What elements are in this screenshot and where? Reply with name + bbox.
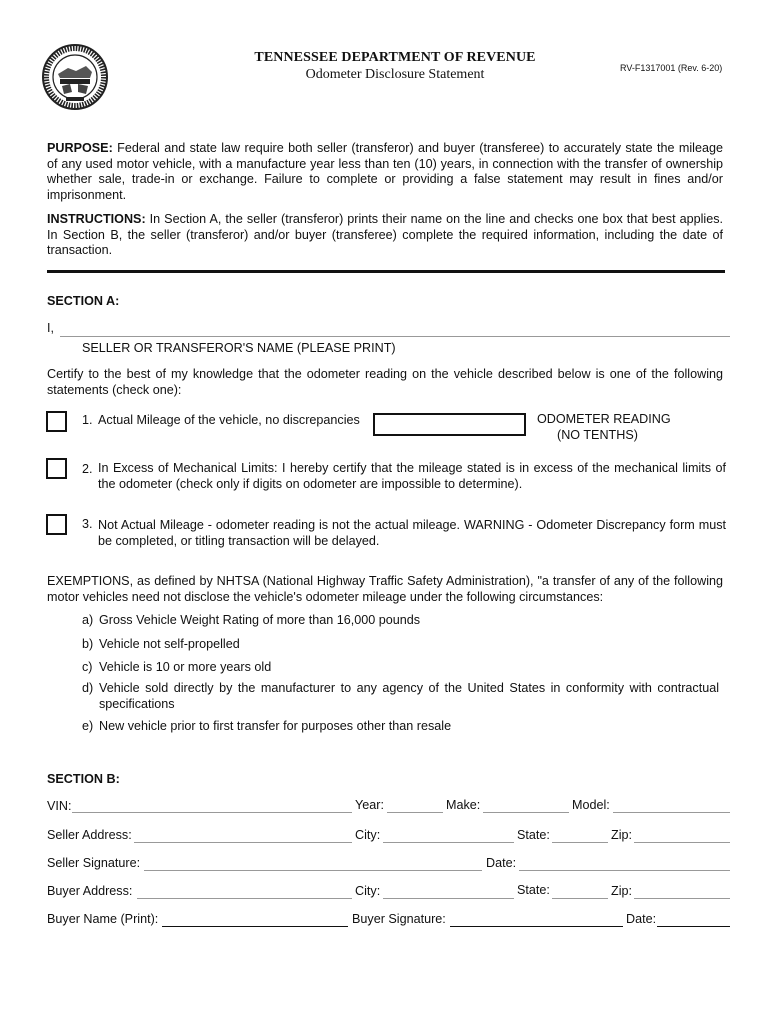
seller-date-label: Date: xyxy=(486,856,517,870)
section-a-heading: SECTION A: xyxy=(47,294,120,308)
buyer-state-label: State: xyxy=(517,883,550,897)
purpose-text: Federal and state law require both seller (transferor) and buyer (transferee) to accurately state the mileage of any used motor vehicle, with a manufacture year less than ten (10) years, in connection with the transfer of ownership whether sale, trade-in or exchange. Failure to complete or providing a false statement may result in fines and/or imprisonment. xyxy=(47,141,723,202)
instructions-paragraph xyxy=(47,212,723,259)
option-2-text: In Excess of Mechanical Limits: I hereby certify that the mileage stated is in excess of the mechanical limits of the odometer (check only if digits on odometer are impossible to determine). xyxy=(98,461,726,491)
seller-state-field[interactable] xyxy=(552,842,608,843)
buyer-city-field[interactable] xyxy=(383,898,514,899)
seller-name-caption: SELLER OR TRANSFEROR'S NAME (PLEASE PRINT) xyxy=(82,341,396,355)
buyer-state-field[interactable] xyxy=(552,898,608,899)
instructions-label: INSTRUCTIONS: xyxy=(47,212,146,226)
i-label: I, xyxy=(47,321,54,335)
document-title: TENNESSEE DEPARTMENT OF REVENUE xyxy=(254,50,536,65)
model-field[interactable] xyxy=(613,812,730,813)
option-3-text: Not Actual Mileage - odometer reading is not the actual mileage. WARNING - Odometer Discrepancy form must be completed, or titling transaction will be delayed. xyxy=(98,518,726,548)
certify-statement: Certify to the best of my knowledge that the odometer reading on the vehicle described below is one of the following statements (check one): xyxy=(47,367,723,397)
document-subtitle: Odometer Disclosure Statement xyxy=(305,67,485,82)
model-label: Model: xyxy=(572,798,610,812)
exemption-b-text: Vehicle not self-propelled xyxy=(99,637,240,651)
exemption-a-letter: a) xyxy=(82,613,94,627)
year-field[interactable] xyxy=(387,812,443,813)
exemption-d-text: Vehicle sold directly by the manufacturer to any agency of the United States in conformity with contractual specifications xyxy=(99,681,719,711)
seller-zip-field[interactable] xyxy=(634,842,730,843)
exemption-e-text: New vehicle prior to first transfer for purposes other than resale xyxy=(99,719,452,733)
exemption-d-letter: d) xyxy=(82,681,94,695)
seller-signature-field[interactable] xyxy=(144,870,482,871)
seller-address-label: Seller Address: xyxy=(47,828,132,842)
seller-city-field[interactable] xyxy=(383,842,514,843)
option-1-text: Actual Mileage of the vehicle, no discrepancies xyxy=(98,413,360,427)
buyer-name-label: Buyer Name (Print): xyxy=(47,912,159,926)
instructions-text: In Section A, the seller (transferor) prints their name on the line and checks one box that best applies. In Section B, the seller (transferor) and/or buyer (transferee) complete the required information, including the date of transaction. xyxy=(47,212,723,258)
make-label: Make: xyxy=(446,798,481,812)
vin-field[interactable] xyxy=(72,812,352,813)
option-3-number: 3. xyxy=(82,517,93,531)
buyer-date-field[interactable] xyxy=(657,926,730,927)
buyer-address-field[interactable] xyxy=(137,898,352,899)
buyer-name-field[interactable] xyxy=(162,926,348,927)
buyer-signature-label: Buyer Signature: xyxy=(352,912,446,926)
odometer-no-tenths-label: (NO TENTHS) xyxy=(557,428,638,442)
seller-name-field[interactable] xyxy=(60,336,730,337)
exemption-e-letter: e) xyxy=(82,719,94,733)
exemptions-intro: EXEMPTIONS, as defined by NHTSA (National Highway Traffic Safety Administration), "a transfer of any of the following motor vehicles need not disclose the vehicle's odometer mileage under the following circumstances: xyxy=(47,574,723,604)
option-1-number: 1. xyxy=(82,413,93,427)
odometer-reading-input[interactable] xyxy=(373,413,526,436)
option-3-checkbox[interactable] xyxy=(46,514,67,535)
form-number: RV-F1317001 (Rev. 6-20) xyxy=(620,63,723,73)
buyer-zip-label: Zip: xyxy=(611,884,632,898)
exemption-c-text: Vehicle is 10 or more years old xyxy=(99,660,272,674)
vin-label: VIN: xyxy=(47,799,72,813)
odometer-reading-label: ODOMETER READING xyxy=(537,412,671,426)
seller-state-label: State: xyxy=(517,828,550,842)
exemption-c-letter: c) xyxy=(82,660,93,674)
buyer-date-label: Date: xyxy=(626,912,657,926)
exemption-a-text: Gross Vehicle Weight Rating of more than 16,000 pounds xyxy=(99,613,421,627)
seller-date-field[interactable] xyxy=(519,870,730,871)
section-divider xyxy=(47,270,725,273)
buyer-signature-field[interactable] xyxy=(450,926,623,927)
exemption-b-letter: b) xyxy=(82,637,94,651)
purpose-paragraph xyxy=(47,141,723,203)
buyer-address-label: Buyer Address: xyxy=(47,884,133,898)
section-b-heading: SECTION B: xyxy=(47,772,120,786)
seller-signature-label: Seller Signature: xyxy=(47,856,141,870)
make-field[interactable] xyxy=(483,812,569,813)
option-2-number: 2. xyxy=(82,462,93,476)
year-label: Year: xyxy=(355,798,384,812)
seller-address-field[interactable] xyxy=(134,842,352,843)
seller-zip-label: Zip: xyxy=(611,828,632,842)
option-1-checkbox[interactable] xyxy=(46,411,67,432)
purpose-label: PURPOSE: xyxy=(47,141,113,155)
seller-city-label: City: xyxy=(355,828,381,842)
option-2-checkbox[interactable] xyxy=(46,458,67,479)
buyer-zip-field[interactable] xyxy=(634,898,730,899)
buyer-city-label: City: xyxy=(355,884,381,898)
